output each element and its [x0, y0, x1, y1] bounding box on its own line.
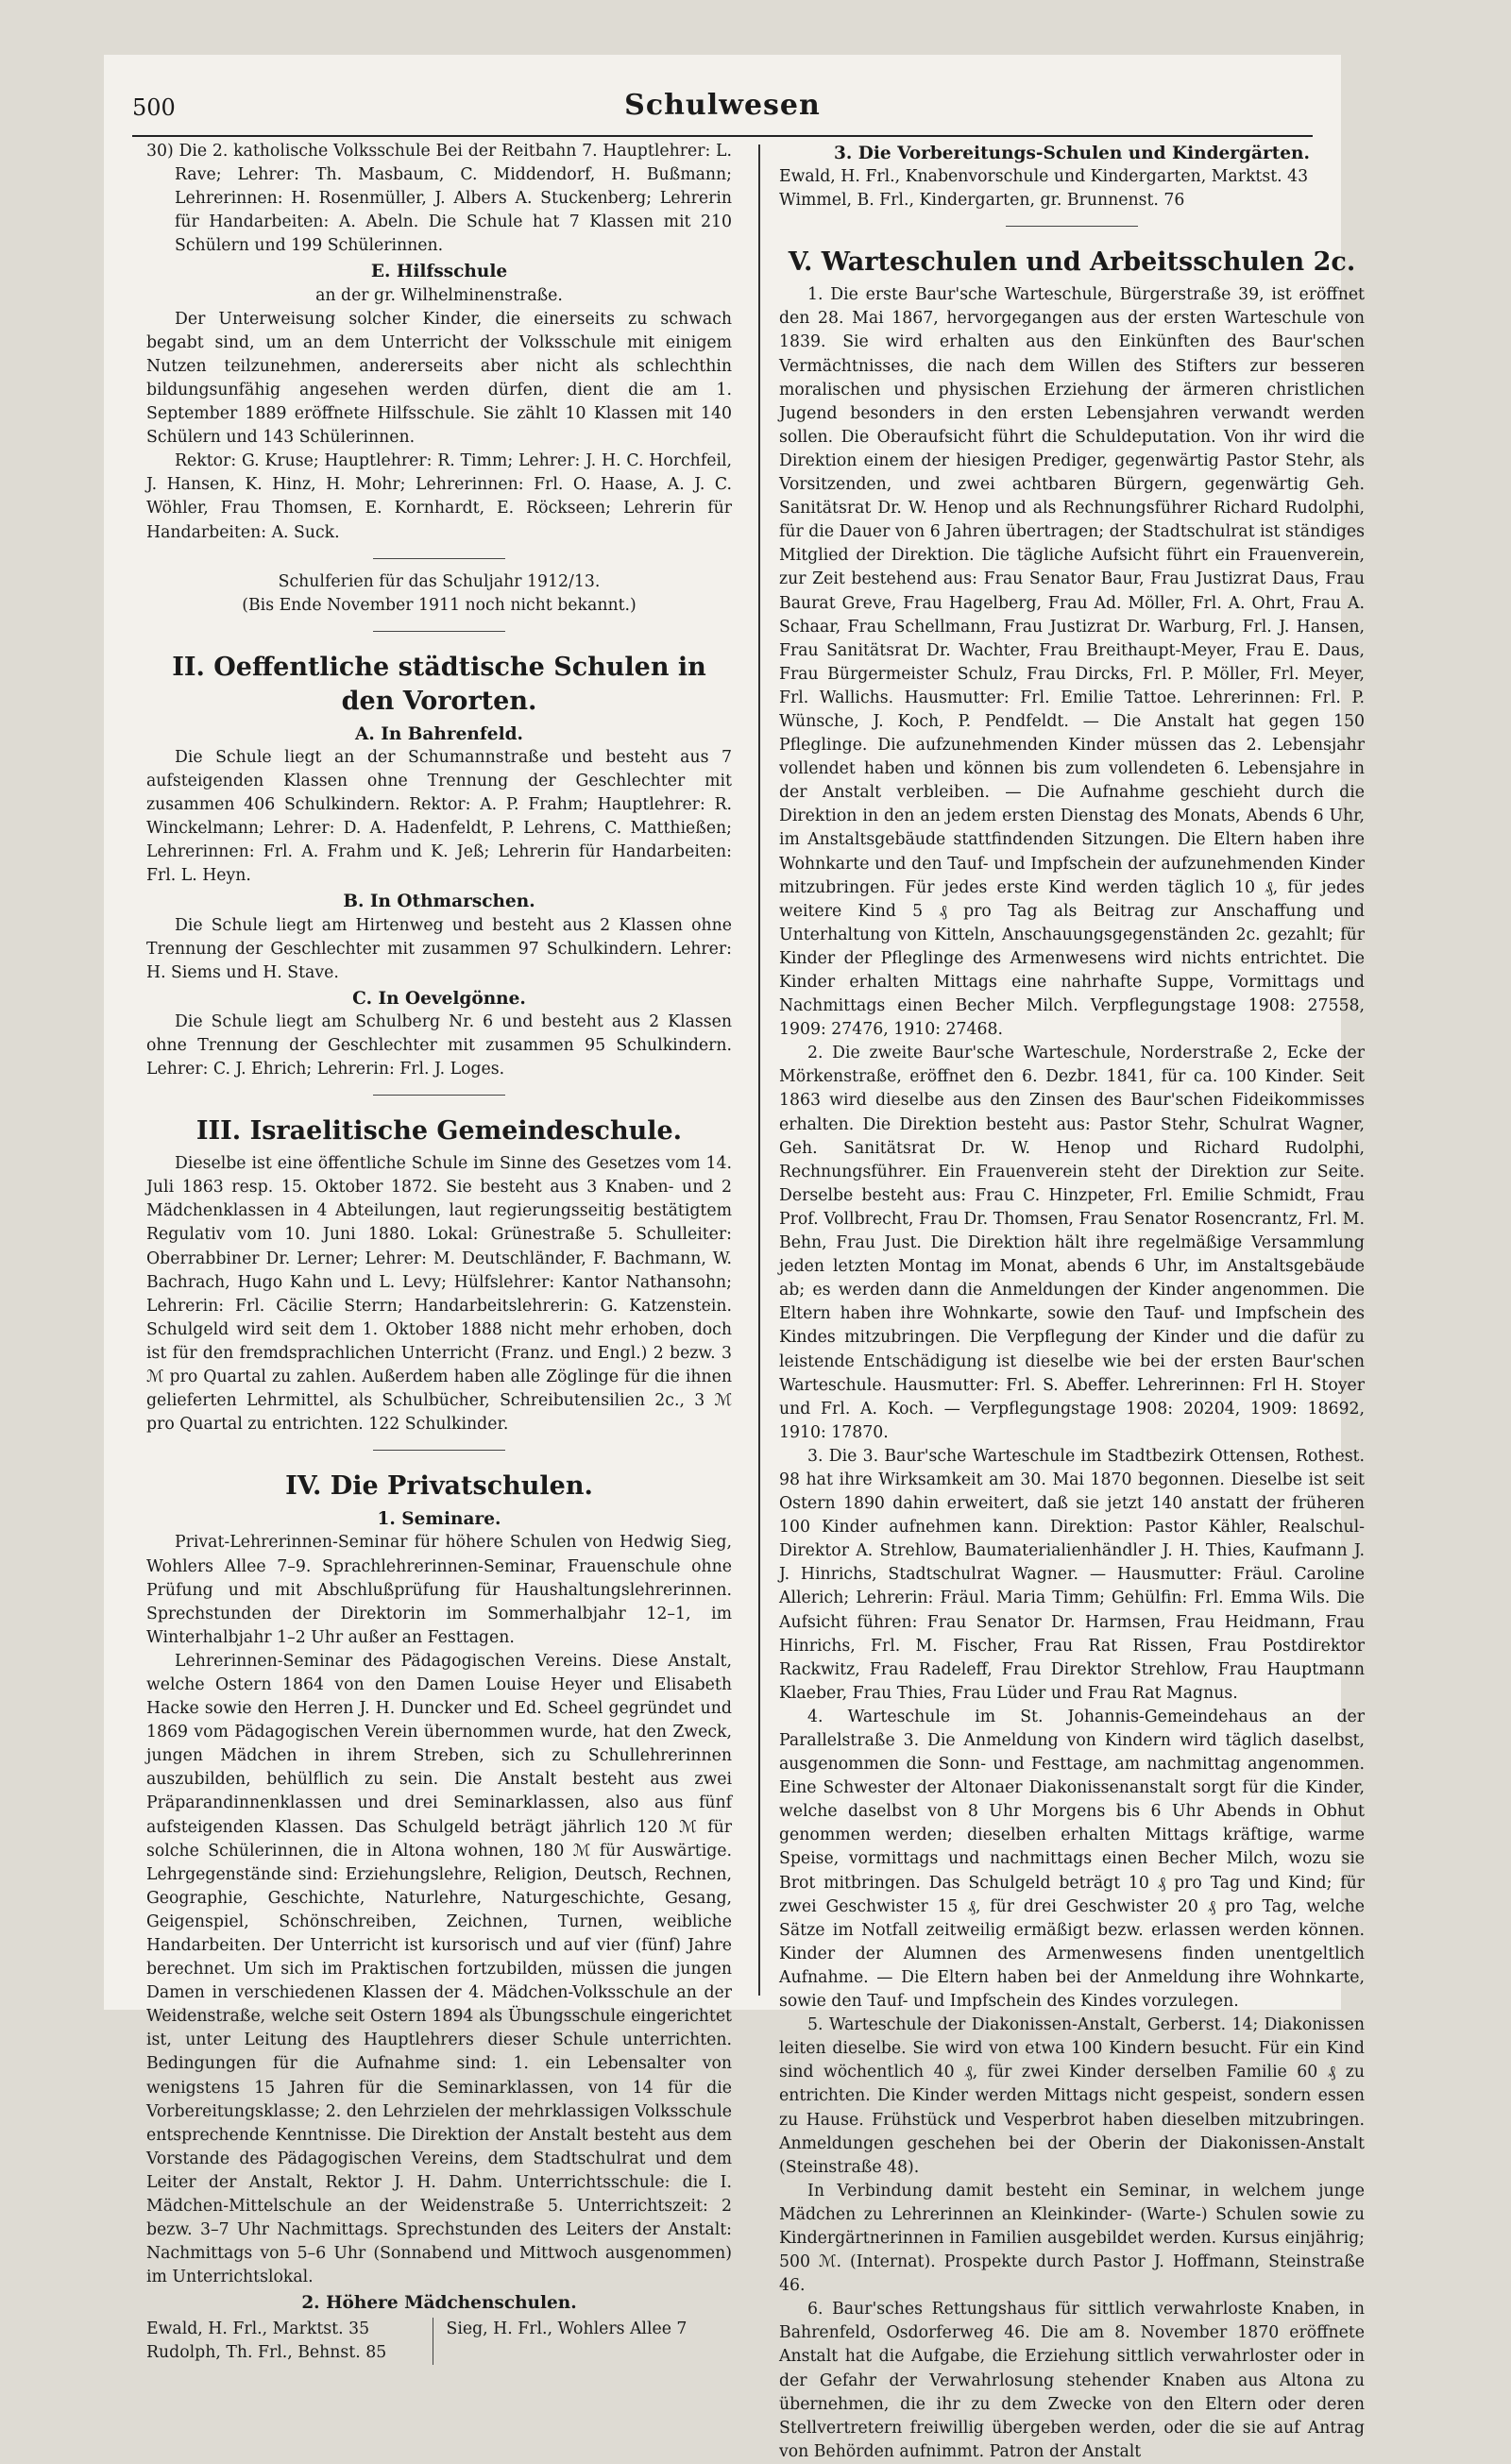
section-heading: IV. Die Privatschulen.: [285, 1471, 593, 1502]
paragraph: Der Unterweisung solcher Kinder, die einerseits zu schwach begabt sind, um an dem Unterricht der Volksschule mit einigem Nutzen teilzunehmen, andererseits aber nicht als schlechthin bildungsunfähig angesehen werden dürfen, dient die am 1. September 1889 eröffnete Hilfsschule. Sie zählt 10 Klassen mit 140 Schülern und 143 Schülerinnen.: [146, 309, 732, 448]
centered-note: Schulferien für das Schuljahr 1912/13.: [278, 571, 601, 591]
running-head: Schulwesen: [624, 89, 821, 122]
paragraph: 6. Baur'sches Rettungshaus für sittlich verwahrloste Knaben, in Bahrenfeld, Osdorferweg 46. Die am 8. November 1870 eröffnete Anstalt hat die Aufgabe, die Erziehung sittlich verwahrloster oder in der Gefahr der Verwahrlosung stehender Knaben aus Altona zu übernehmen, die ihr zu dem Zwecke von den Eltern oder deren Stellvertretern freiwillig übergeben werden, oder die sie auf Antrag von Behörden aufnimmt. Patron der Anstalt: [779, 2300, 1365, 2461]
subsection-subtitle: an der gr. Wilhelminenstraße.: [315, 285, 563, 305]
section-heading: II. Oeffentliche städtische Schulen in den Vororten.: [172, 652, 706, 716]
page-header: [132, 89, 1313, 130]
paragraph: 5. Warteschule der Diakonissen-Anstalt, Gerberst. 14; Diakonissen leiten dieselbe. Sie wird von etwa 100 Kindern besucht. Für ein Kind sind wöchentlich 40 ₰, für zwei Kinder derselben Familie 60 ₰ zu entrichten. Die Kinder werden Mittags nicht gespeist, sondern essen zu Hause. Frühstück und Vesperbrot haben dieselben mitzubringen. Anmeldungen geschehen bei der Oberin der Diakonissen-Anstalt (Steinstraße 48).: [779, 2015, 1365, 2177]
paragraph: 1. Die erste Baur'sche Warteschule, Bürgerstraße 39, ist eröffnet den 28. Mai 1867, hervorgegangen aus der ersten Warteschule von 1839. Sie wird erhalten aus den Einkünften des Baur'schen Vermächtnisses, die nach dem Willen des Stifters zur besseren moralischen und physischen Erziehung der ärmeren christlichen Jugend besonders in den ersten Lebensjahren verwandt werden sollen. Die Oberaufsicht führt die Schuldeputation. Von ihr wird die Direktion einem der hiesigen Prediger, gegenwärtig Pastor Stehr, als Vorsitzenden, und zwei achtbaren Bürgern, gegenwärtig Geh. Sanitätsrat Dr. W. Henop und als Rechnungsführer Richard Rudolphi, für die Dauer von 6 Jahren übertragen; der Stadtschulrat ist ständiges Mitglied der Direktion. Die tägliche Aufsicht führt ein Frauenverein, zur Zeit bestehend aus: Frau Senator Baur, Frau Justizrat Daus, Frau Baurat Greve, Frau Hagelberg, Frau Ad. Möller, Frl. A. Ohrt, Frau A. Schaar, Frau Schellmann, Frau Justizrat Dr. Warburg, Frl. J. Hansen, Frau Sanitätsrat Dr. Wachter, Frau Breithaupt-Meyer, Frau E. Daus, Frau Bürgermeister Schulz, Frau Dircks, Frl. P. Möller, Frl. Meyer, Frl. Wallichs. Hausmutter: Frl. Emilie Tattoe. Lehrerinnen: Frl. P. Wünsche, J. Koch, P. Pendfeldt. — Die Anstalt hat gegen 150 Pfleglinge. Die aufzunehmenden Kinder müssen das 2. Lebensjahr vollendet haben und können bis zum vollendeten 6. Lebensjahre in der Anstalt verbleiben. — Die Aufnahme geschieht durch die Direktion in den an jedem ersten Dienstag des Monats, Abends 6 Uhr, im Anstaltsgebäude stattfindenden Sitzungen. Die Eltern haben ihre Wohnkarte und den Tauf- und Impfschein der aufzunehmenden Kinder mitzubringen. Für jedes erste Kind werden täglich 10 ₰, für jedes weitere Kind 5 ₰ pro Tag als Beitrag zur Anschaffung und Unterhaltung von Kitteln, Anschauungsgegenständen 2c. gezahlt; für Kinder der Pfleglinge des Armenwesens wird nichts entrichtet. Die Kinder erhalten Mittags eine nahrhafte Suppe, Vormittags und Nachmittags einen Becher Milch. Verpflegungstage 1908: 27558, 1909: 27476, 1910: 27468.: [779, 285, 1365, 1040]
paragraph: Dieselbe ist eine öffentliche Schule im Sinne des Gesetzes vom 14. Juli 1863 resp. 15. Oktober 1872. Sie besteht aus 3 Knaben- und 2 Mädchenklassen in 4 Abteilungen, laut regierungsseitig bestätigtem Regulativ vom 10. Juni 1880. Lokal: Grünestraße 5. Schulleiter: Oberrabbiner Dr. Lerner; Lehrer: M. Deutschländer, F. Bachmann, W. Bachrach, Hugo Kahn und L. Levy; Hülfslehrer: Kantor Nathansohn; Lehrerin: Frl. Cäcilie Sterrn; Handarbeitslehrerin: G. Katzenstein. Schulgeld wird seit dem 1. Oktober 1888 nicht mehr erhoben, doch ist für den fremdsprachlichen Unterricht (Franz. und Engl.) 2 bezw. 3 ℳ pro Quartal zu zahlen. Außerdem haben alle Zöglinge für die ihnen gelieferten Lehrmittel, als Schulbücher, Schreibutensilien 2c., 3 ℳ pro Quartal zu entrichten. 122 Schulkinder.: [146, 1154, 732, 1435]
school-list: [146, 2318, 732, 2365]
paragraph: 2. Die zweite Baur'sche Warteschule, Norderstraße 2, Ecke der Mörkenstraße, eröffnet den 6. Dezbr. 1841, für ca. 100 Kinder. Seit 1863 wird dieselbe aus den Zinsen des Baur'schen Fideikommisses erhalten. Die Direktion besteht aus: Pastor Stehr, Schulrat Wagner, Geh. Sanitätsrat Dr. W. Henop und Richard Rudolphi, Rechnungsführer. Ein Frauenverein steht der Direktion zur Seite. Derselbe besteht aus: Frau C. Hinzpeter, Frl. Emilie Schmidt, Frau Prof. Vollbrecht, Frau Dr. Thomsen, Frau Senator Rosencrantz, Frl. M. Behn, Frau Just. Die Direktion hält ihre regelmäßige Versammlung jeden letzten Montag im Monat, abends 6 Uhr, im Anstaltsgebäude ab; es werden dann die Anmeldungen der Kinder angenommen. Die Eltern haben ihre Wohnkarte, sowie den Tauf- und Impfschein des Kindes mitzubringen. Die Verpflegung der Kinder und die dafür zu leistende Entschädigung ist dieselbe wie bei der ersten Baur'schen Warteschule. Hausmutter: Frl. S. Abeffer. Lehrerinnen: Frl H. Stoyer und Frl. A. Koch. — Verpflegungstage 1908: 20204, 1909: 18692, 1910: 17870.: [779, 1044, 1365, 1442]
subsection-heading: 3. Die Vorbereitungs-Schulen und Kindergärten.: [834, 144, 1310, 163]
paragraph: 4. Warteschule im St. Johannis-Gemeindehaus an der Parallelstraße 3. Die Anmeldung von Kindern wird täglich daselbst, ausgenommen die Sonn- und Festtage, am nachmittag angenommen. Eine Schwester der Altonaer Diakonissenanstalt sorgt für die Kinder, welche daselbst von 8 Uhr Morgens bis 6 Uhr Abends in Obhut genommen werden; dieselben erhalten Mittags kräftige, warme Speise, vormittags und nachmittags einen Becher Milch, wozu sie Brot mitbringen. Das Schulgeld beträgt 10 ₰ pro Tag und Kind; für zwei Geschwister 15 ₰, für drei Geschwister 20 ₰ pro Tag, welche Sätze im Notfall zeitweilig ermäßigt bezw. erlassen werden können. Kinder der Alumnen des Armenwesens finden unentgeltlich Aufnahme. — Die Eltern haben bei der Anmeldung ihre Wohnkarte, sowie den Tauf- und Impfschein des Kindes vorzulegen.: [779, 1707, 1365, 2012]
section-rule: [1006, 226, 1138, 227]
header-rule: [132, 135, 1313, 137]
subsection-heading: B. In Othmarschen.: [343, 892, 535, 912]
section-rule: [373, 558, 505, 559]
school-list-entry: Ewald, H. Frl., Marktst. 35: [146, 2319, 370, 2338]
column-divider: [758, 144, 760, 1996]
subsection-heading: 1. Seminare.: [377, 1509, 501, 1530]
page-number: 500: [132, 94, 176, 121]
paragraph: In Verbindung damit besteht ein Seminar, in welchem junge Mädchen zu Lehrerinnen an Kleinkinder- (Warte-) Schulen sowie zu Kindergärtnerinnen in Familien ausgebildet werden. Kursus einjährig; 500 ℳ. (Internat). Prospekte durch Pastor J. Hoffmann, Steinstraße 46.: [779, 2181, 1365, 2296]
section-rule: [373, 1095, 505, 1096]
section-rule: [373, 631, 505, 632]
left-column: [146, 140, 732, 2365]
entry-paragraph: 30) Die 2. katholische Volksschule Bei der Reitbahn 7. Hauptlehrer: L. Rave; Lehrer: Th. Masbaum, C. Middendorf, H. Bußmann; Lehrerinnen: H. Rosenmüller, J. Albers A. Stuckenberg; Lehrerin für Handarbeiten: A. Abeln. Die Schule hat 7 Klassen mit 210 Schülern und 199 Schülerinnen.: [146, 142, 732, 256]
entry-paragraph: Ewald, H. Frl., Knabenvorschule und Kindergarten, Marktst. 43: [779, 167, 1309, 187]
school-list-entry: Rudolph, Th. Frl., Behnst. 85: [146, 2342, 387, 2362]
paragraph: Privat-Lehrerinnen-Seminar für höhere Schulen von Hedwig Sieg, Wohlers Allee 7–9. Sprachlehrerinnen-Seminar, Frauenschule ohne Prüfung und mit Abschlußprüfung für Haushaltungslehrerinnen. Sprechstunden der Direktorin im Sommerhalbjahr 12–1, im Winterhalbjahr 1–2 Uhr außer an Festtagen.: [146, 1533, 732, 1647]
paragraph: Die Schule liegt am Hirtenweg und besteht aus 2 Klassen ohne Trennung der Geschlechter mit zusammen 97 Schulkindern. Lehrer: H. Siems und H. Stave.: [146, 915, 732, 982]
centered-note: (Bis Ende November 1911 noch nicht bekannt.): [242, 595, 637, 615]
paragraph: Lehrerinnen-Seminar des Pädagogischen Vereins. Diese Anstalt, welche Ostern 1864 von den Damen Louise Heyer und Elisabeth Hacke sowie den Herren J. H. Duncker und Ed. Scheel gegründet und 1869 vom Pädagogischen Verein übernommen wurde, hat den Zweck, jungen Mädchen in ihrem Streben, sich zu Schullehrerinnen auszubilden, behülflich zu sein. Die Anstalt besteht aus zwei Präparandinnenklassen und drei Seminarklassen, also aus fünf aufsteigenden Klassen. Das Schulgeld beträgt jährlich 120 ℳ für solche Schülerinnen, die in Altona wohnen, 180 ℳ für Auswärtige. Lehrgegenstände sind: Erziehungslehre, Religion, Deutsch, Rechnen, Geographie, Geschichte, Naturlehre, Naturgeschichte, Gesang, Geigenspiel, Schönschreiben, Zeichnen, Turnen, weibliche Handarbeiten. Der Unterricht ist kursorisch und auf vier (fünf) Jahre berechnet. Um sich im Praktischen fortzubilden, müssen die jungen Damen in verschiedenen Klassen der 4. Mädchen-Volksschule an der Weidenstraße, welche seit Ostern 1894 als Übungsschule eingerichtet ist, unter Leitung des Hauptlehrers dieser Schule unterrichten. Bedingungen für die Aufnahme sind: 1. ein Lebensalter von wenigstens 15 Jahren für die Seminarklassen, von 14 für die Vorbereitungsklasse; 2. den Lehrzielen der mehrklassigen Volksschule entsprechende Kenntnisse. Die Direktion der Anstalt besteht aus dem Vorstande des Pädagogischen Vereins, dem Stadtschulrat und dem Leiter der Anstalt, Rektor J. H. Dahm. Unterrichtsschule: die I. Mädchen-Mittelschule an der Weidenstraße 5. Unterrichtszeit: 2 bezw. 3–7 Uhr Nachmittags. Sprechstunden des Leiters der Anstalt: Nachmittags von 5–6 Uhr (Sonnabend und Mittwoch ausgenommen) im Unterrichtslokal.: [146, 1651, 732, 2287]
subsection-heading: 2. Höhere Mädchenschulen.: [301, 2293, 577, 2314]
section-heading: III. Israelitische Gemeindeschule.: [195, 1116, 683, 1147]
newspaper-page: [104, 55, 1365, 2461]
section-heading: V. Warteschulen und Arbeitsschulen 2c.: [788, 247, 1356, 278]
subsection-heading: C. In Oevelgönne.: [352, 988, 526, 1009]
subsection-heading: A. In Bahrenfeld.: [355, 723, 523, 744]
entry-paragraph: Wimmel, B. Frl., Kindergarten, gr. Brunnenst. 76: [779, 191, 1185, 211]
paragraph: 3. Die 3. Baur'sche Warteschule im Stadtbezirk Ottensen, Rothest. 98 hat ihre Wirksamkeit am 30. Mai 1870 begonnen. Dieselbe ist seit Ostern 1890 dahin erweitert, daß sie jetzt 140 anstatt der früheren 100 Kinder aufnehmen kann. Direktion: Pastor Kähler, Realschul-Direktor A. Strehlow, Baumaterialienhändler J. H. Thies, Kaufmann J. J. Hinrichs, Stadtschulrat Wagner. — Hausmutter: Fräul. Caroline Allerich; Lehrerin: Fräul. Maria Timm; Gehülfin: Frl. Emma Wils. Die Aufsicht führen: Frau Senator Dr. Harmsen, Frau Heidmann, Frau Hinrichs, Frl. M. Fischer, Frau Rat Rissen, Frau Postdirektor Rackwitz, Frau Radeleff, Frau Direktor Strehlow, Frau Hauptmann Klaeber, Frau Thies, Frau Lüder und Frau Rat Magnus.: [779, 1446, 1365, 1703]
school-list-column: [146, 2318, 433, 2365]
school-list-entry: Sieg, H. Frl., Wohlers Allee 7: [446, 2319, 688, 2338]
paragraph: Rektor: G. Kruse; Hauptlehrer: R. Timm; Lehrer: J. H. C. Horchfeil, J. Hansen, K. Hinz, H. Mohr; Lehrerinnen: Frl. O. Haase, A. J. C. Wöhler, Frau Thomsen, E. Kornhardt, E. Röckseen; Lehrerin für Handarbeiten: A. Suck.: [146, 451, 732, 542]
section-rule: [373, 1450, 505, 1451]
paragraph: Die Schule liegt am Schulberg Nr. 6 und besteht aus 2 Klassen ohne Trennung der Geschlechter mit zusammen 95 Schulkindern. Lehrer: C. J. Ehrich; Lehrerin: Frl. J. Loges.: [146, 1011, 732, 1079]
paragraph: Die Schule liegt an der Schumannstraße und besteht aus 7 aufsteigenden Klassen ohne Trennung der Geschlechter mit zusammen 406 Schulkindern. Rektor: A. P. Frahm; Hauptlehrer: R. Winckelmann; Lehrer: D. A. Hadenfeldt, P. Lehrens, C. Matthießen; Lehrerinnen: Frl. A. Frahm und K. Jeß; Lehrerin für Handarbeiten: Frl. L. Heyn.: [146, 747, 732, 886]
subsection-heading: E. Hilfsschule: [370, 262, 508, 282]
right-column: [779, 140, 1365, 2464]
school-list-column: [447, 2318, 733, 2365]
